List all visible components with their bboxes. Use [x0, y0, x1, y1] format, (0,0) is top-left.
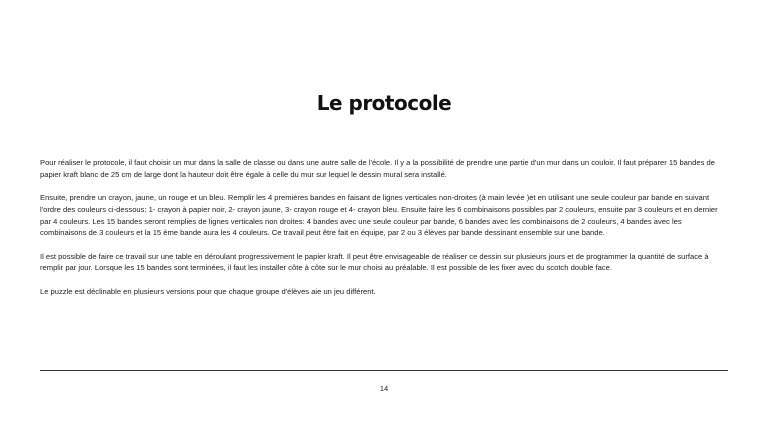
paragraph-variations: Le puzzle est déclinable en plusieurs versions pour que chaque groupe d'élèves aie un jeu différent.	[40, 286, 376, 296]
body-text	[40, 157, 730, 309]
paragraph-drawing-steps: Ensuite, prendre un crayon, jaune, un rouge et un bleu. Remplir les 4 premières bandes en faisant de lignes verticales non-droites (à main levée )et en utilisant une seule couleur par bande en suivant l'ordre des couleurs ci-dessous: 1- crayon à papier noir, 2- crayon jaune, 3- crayon rouge et 4- crayon bleu. Ensuite faire les 6 combinaisons possibles par 2 couleurs, ensuite par 3 couleurs et en dernier par 4 couleurs. Les 15 bandes seront remplies de lignes verticales non droites: 4 bandes avec une seule couleur par bande, 6 bandes avec les combinaisons de 2 couleurs, 4 bandes avec les combinaisons de 3 couleurs et la 15 ème bande aura les 4 couleurs. Ce travail peut être fait en équipe, par 2 ou 3 élèves par bande dessinant ensemble sur une bande.	[40, 193, 718, 238]
footer-divider	[40, 370, 728, 371]
page-number: 14	[379, 384, 389, 393]
paragraph-intro: Pour réaliser le protocole, il faut choisir un mur dans la salle de classe ou dans une autre salle de l'école. Il y a la possibilité de prendre une partie d'un mur dans un couloir. Il faut préparer 15 bandes de papier kraft blanc de 25 cm de large dont la hauteur doit être égale à celle du mur sur lequel le dessin mural sera installé.	[40, 158, 715, 179]
page-title: Le protocole	[316, 91, 452, 115]
paragraph-installation: Il est possible de faire ce travail sur une table en déroulant progressivement le papier kraft. Il peut être envisageable de réaliser ce dessin sur plusieurs jours et de programmer la quantité de surface à remplir par jour. Lorsque les 15 bandes sont terminées, il faut les installer côte à côte sur le mur choisi au préalable. Il est possible de les fixer avec du scotch double face.	[40, 251, 709, 273]
